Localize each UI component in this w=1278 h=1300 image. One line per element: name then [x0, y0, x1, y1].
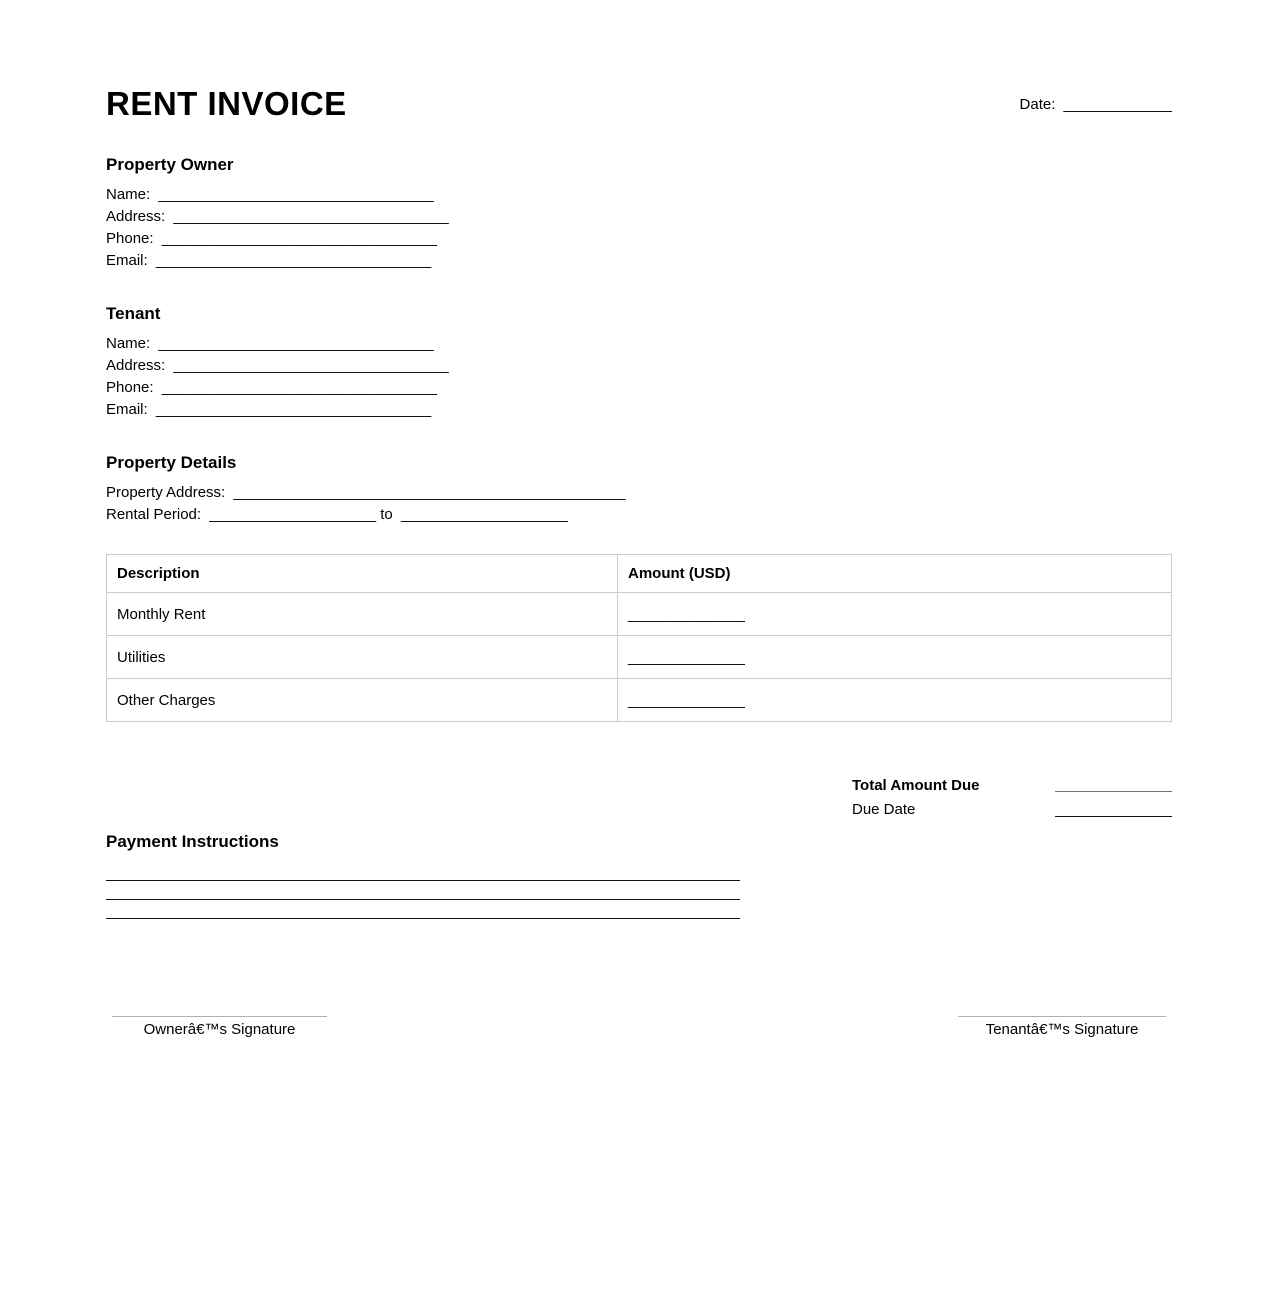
owner-address-blank-line: _________________________________ [173, 208, 449, 225]
rental-period-start-blank-line: ____________________ [209, 506, 377, 523]
date-field [1020, 96, 1172, 113]
property-address-label: Property Address: [106, 484, 226, 501]
description-column-header: Description [107, 555, 618, 593]
page-title: RENT INVOICE [106, 85, 347, 122]
table-row [107, 636, 1172, 679]
owner-email-blank-line: _________________________________ [155, 252, 432, 269]
table-row [107, 593, 1172, 636]
totals-block [852, 774, 1172, 822]
monthly-rent-cell: Monthly Rent [107, 593, 618, 636]
total-amount-due-row [852, 774, 1172, 798]
due-date-label: Due Date [852, 801, 916, 818]
section-property-details [106, 453, 1172, 526]
property-address-field [106, 482, 1172, 504]
section-payment-instructions [106, 832, 1172, 921]
payment-instructions-blank-line: ____________________________________________________________________________ [106, 903, 741, 920]
owner-phone-field [106, 228, 1172, 250]
tenant-email-field [106, 399, 1172, 421]
document-header [106, 85, 1172, 123]
property-details-heading: Property Details [106, 453, 237, 472]
rental-period-label: Rental Period: [106, 506, 202, 523]
date-blank-line: _____________ [1063, 95, 1172, 113]
tenant-address-blank-line: _________________________________ [173, 357, 449, 374]
utilities-cell: Utilities [107, 636, 618, 679]
section-property-owner [106, 155, 1172, 272]
tenant-email-blank-line: _________________________________ [155, 401, 432, 418]
total-amount-due-blank-line: ______________ [1055, 777, 1172, 794]
owner-address-label: Address: [106, 208, 166, 225]
tenant-phone-field [106, 377, 1172, 399]
tenant-address-field [106, 355, 1172, 377]
owner-name-label: Name: [106, 186, 151, 203]
due-date-row [852, 798, 1172, 822]
other-charges-cell: Other Charges [107, 679, 618, 722]
owner-email-label: Email: [106, 252, 148, 269]
owner-email-field [106, 250, 1172, 272]
tenant-phone-blank-line: _________________________________ [161, 379, 438, 396]
monthly-rent-amount-cell [618, 593, 1172, 636]
monthly-rent-amount-blank-line: ______________ [628, 605, 745, 623]
tenant-phone-label: Phone: [106, 379, 154, 396]
tenant-name-label: Name: [106, 335, 151, 352]
due-date-blank-line: ______________ [1055, 801, 1172, 818]
rental-period-end-blank-line: ____________________ [400, 506, 568, 523]
owner-signature-label: Ownerâ€™s Signature [143, 1021, 296, 1038]
amount-column-header: Amount (USD) [618, 555, 1172, 593]
tenant-name-field [106, 333, 1172, 355]
owner-address-field [106, 206, 1172, 228]
tenant-signature-block [958, 1016, 1166, 1038]
table-row [107, 679, 1172, 722]
payment-instructions-blank-line: ____________________________________________________________________________ [106, 865, 741, 882]
owner-name-field [106, 184, 1172, 206]
tenant-email-label: Email: [106, 401, 148, 418]
tenant-heading: Tenant [106, 304, 161, 323]
property-owner-heading: Property Owner [106, 155, 234, 174]
other-charges-amount-blank-line: ______________ [628, 691, 745, 709]
utilities-amount-cell [618, 636, 1172, 679]
owner-name-blank-line: _________________________________ [158, 186, 434, 203]
payment-instructions-lines [106, 864, 1172, 921]
rental-period-field [106, 504, 1172, 526]
payment-instructions-heading: Payment Instructions [106, 832, 279, 851]
section-tenant [106, 304, 1172, 421]
owner-phone-label: Phone: [106, 230, 154, 247]
signatures-row [106, 1016, 1172, 1038]
tenant-name-blank-line: _________________________________ [158, 335, 434, 352]
owner-phone-blank-line: _________________________________ [161, 230, 438, 247]
charges-table [106, 554, 1172, 722]
other-charges-amount-cell [618, 679, 1172, 722]
owner-signature-block [112, 1016, 327, 1038]
rental-period-to-label: to [380, 506, 393, 523]
total-amount-due-label: Total Amount Due [852, 777, 980, 794]
charges-table-body [107, 593, 1172, 722]
tenant-signature-label: Tenantâ€™s Signature [985, 1021, 1139, 1038]
utilities-amount-blank-line: ______________ [628, 648, 745, 666]
charges-table-header [107, 555, 1172, 593]
tenant-address-label: Address: [106, 357, 166, 374]
date-label: Date: [1019, 95, 1056, 113]
property-address-blank-line: _______________________________________________ [233, 484, 626, 501]
payment-instructions-blank-line: ____________________________________________________________________________ [106, 884, 741, 901]
table-header-row [107, 555, 1172, 593]
